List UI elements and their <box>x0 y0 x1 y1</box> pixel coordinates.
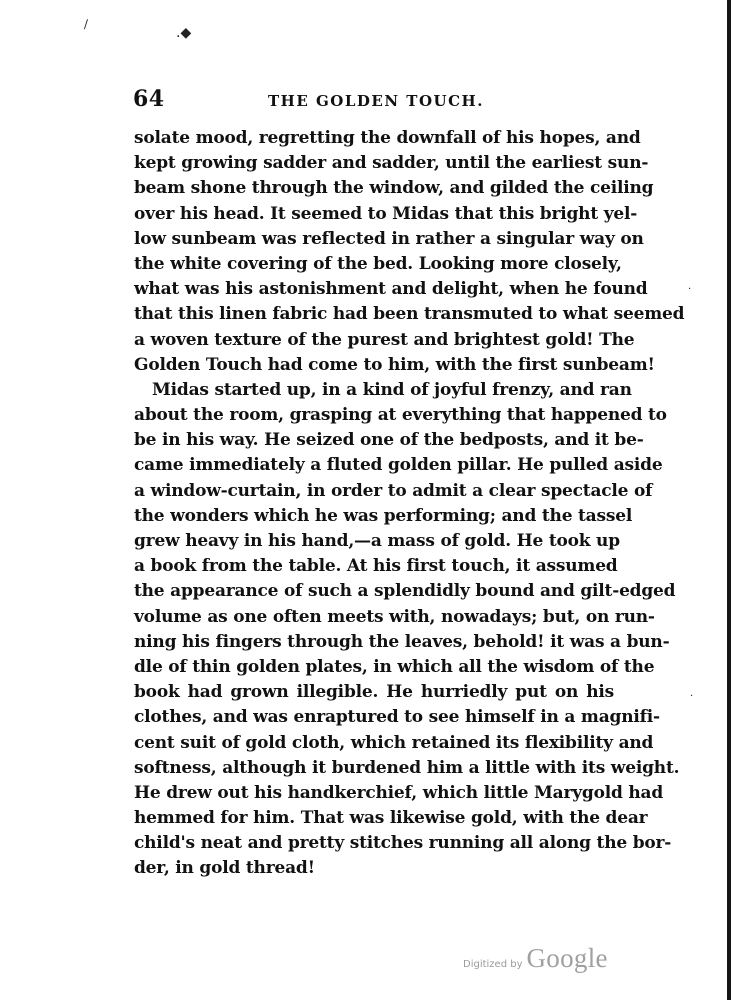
scan-edge-border <box>727 0 731 1000</box>
text-line: softness, although it burdened him a little with its weight. <box>134 757 680 778</box>
scan-speck: · <box>690 691 694 702</box>
text-line: hemmed for him. That was likewise gold, with the dear <box>134 808 648 829</box>
text-line: came immediately a fluted golden pillar. He pulled aside <box>134 455 663 476</box>
text-line: kept growing sadder and sadder, until the earliest sun- <box>134 153 649 174</box>
text-line: He drew out his handkerchief, which little Marygold had <box>134 782 664 803</box>
scan-speck: · <box>688 284 692 295</box>
google-logo: Google <box>526 943 608 973</box>
text-line: volume as one often meets with, nowadays; but, on run- <box>134 606 655 627</box>
text-line: that this linen fabric had been transmuted to what seemed <box>134 304 685 325</box>
text-line: solate mood, regretting the downfall of his hopes, and <box>134 128 641 148</box>
text-line: low sunbeam was reflected in rather a singular way on <box>134 228 644 249</box>
text-line: the appearance of such a splendidly bound and gilt-edged <box>134 581 676 602</box>
running-title: THE GOLDEN TOUCH. <box>268 92 484 110</box>
body-text <box>134 126 685 882</box>
text-line: be in his way. He seized one of the bedposts, and it be- <box>134 430 644 451</box>
text-line: the wonders which he was performing; and the tassel <box>134 505 633 526</box>
scan-speck: .◆ <box>176 25 192 41</box>
text-line: a window-curtain, in order to admit a clear spectacle of <box>134 480 653 501</box>
text-line: Midas started up, in a kind of joyful frenzy, and ran <box>152 379 632 400</box>
text-line: ning his fingers through the leaves, behold! it was a bun- <box>134 631 670 652</box>
text-line: dle of thin golden plates, in which all the wisdom of the <box>134 656 655 677</box>
text-line: about the room, grasping at everything that happened to <box>134 405 667 426</box>
page-header <box>133 86 613 116</box>
text-line: what was his astonishment and delight, when he found <box>134 279 648 300</box>
text-line: the white covering of the bed. Looking more closely, <box>134 253 622 274</box>
text-line: child's neat and pretty stitches running all along the bor- <box>134 833 672 854</box>
text-line: der, in gold thread! <box>134 858 315 879</box>
digitized-by-google-watermark <box>463 943 608 974</box>
text-line: book had grown illegible. He hurriedly put on his <box>134 682 614 703</box>
scan-speck: \ <box>80 17 92 31</box>
digitized-by-label: Digitized by <box>463 959 523 970</box>
text-line: Golden Touch had come to him, with the first sunbeam! <box>134 354 655 375</box>
text-line: beam shone through the window, and gilded the ceiling <box>134 178 654 199</box>
text-line: cent suit of gold cloth, which retained its flexibility and <box>134 732 654 753</box>
page-number: 64 <box>133 86 165 112</box>
text-line: clothes, and was enraptured to see himself in a magnifi- <box>134 707 660 728</box>
text-line: a book from the table. At his first touch, it assumed <box>134 556 618 577</box>
text-line: over his head. It seemed to Midas that this bright yel- <box>134 203 638 224</box>
text-line: a woven texture of the purest and brightest gold! The <box>134 329 635 350</box>
text-line: grew heavy in his hand,—a mass of gold. He took up <box>134 531 620 551</box>
